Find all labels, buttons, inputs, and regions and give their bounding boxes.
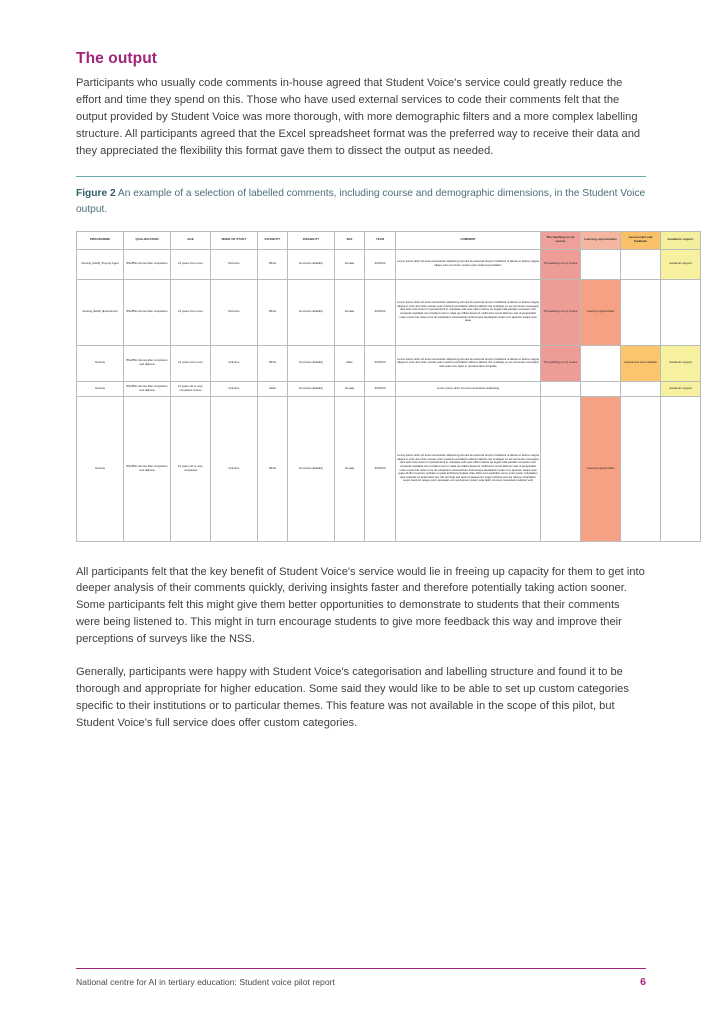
- cell-qualification: BSc/BSc (Hons) after completion: [124, 249, 171, 279]
- cell-mode: Full-time: [211, 396, 258, 541]
- cell-programme: Nursing: [77, 381, 124, 396]
- cell-year: 31/03/23: [365, 249, 396, 279]
- table-row: [77, 396, 701, 541]
- cell-sex: Female: [335, 381, 365, 396]
- table-row: [77, 345, 701, 381]
- col-year: YEAR: [365, 231, 396, 249]
- comments-table: [76, 231, 701, 542]
- cell-mode: Full-time: [211, 345, 258, 381]
- cell-label-assessment: [621, 279, 661, 345]
- cell-mode: Full-time: [211, 381, 258, 396]
- cell-comment: Lorem ipsum dolor sit amet consectetur adipiscing elit sed do eiusmod tempor incididunt ut labore et dolore magna aliqua enim ad minim veniam quis nostrud exercitation: [396, 249, 541, 279]
- col-mode-of-study: MODE OF STUDY: [211, 231, 258, 249]
- cell-mode: Part-time: [211, 249, 258, 279]
- cell-label-assessment: [621, 396, 661, 541]
- cell-label-support: Academic support: [661, 381, 701, 396]
- cell-label-teaching: The teaching on my course: [541, 279, 581, 345]
- figure-label: Figure 2: [76, 187, 116, 199]
- col-assessment: Assessment and feedback: [621, 231, 661, 249]
- cell-year: 31/03/23: [365, 279, 396, 345]
- cell-age: 21 years old or over, completed course: [171, 381, 211, 396]
- paragraph-1: Participants who usually code comments in-house agreed that Student Voice's service could greatly reduce the effort and time they spend on this. Those who have used external services to code their comments felt that the output provided by Student Voice was more thorough, with more demographic filters and a more complex labelling structure. All participants agreed that the Excel spreadsheet format was the preferred way to receive their data and they appreciated the flexibility this format gave them to dissect the output as needed.: [76, 77, 641, 157]
- cell-disability: No known disability: [288, 345, 335, 381]
- cell-ethnicity: White: [258, 249, 288, 279]
- cell-label-teaching: [541, 381, 581, 396]
- cell-label-teaching: [541, 396, 581, 541]
- cell-year: 31/03/23: [365, 381, 396, 396]
- page-number: 6: [640, 976, 646, 988]
- figure-top-rule: [76, 176, 646, 177]
- cell-label-assessment: [621, 249, 661, 279]
- footer-rule: [76, 968, 646, 969]
- cell-comment: Lorem ipsum dolor sit amet consectetur adipiscing elit sed do eiusmod tempor incididunt ut labore et dolore magna aliqua ut enim ad minim veniam quis nostrud exercitation ullamco laboris nisi ut aliquip ex ea commodo consequat duis aute irure dolor in reprehenderit in voluptate velit esse cillum dolore eu fugiat nulla pariatur excepteur sint occaecat cupidatat non proident sunt in culpa qui officia deserunt mollit anim id est laborum sed ut perspiciatis unde omnis iste natus error sit voluptatem accusantium doloremque laudantium totam rem aperiam eaque ipsa quae: [396, 279, 541, 345]
- cell-label-learning: [581, 381, 621, 396]
- cell-label-teaching: The teaching on my course: [541, 345, 581, 381]
- table-row: [77, 279, 701, 345]
- table-row: [77, 249, 701, 279]
- cell-sex: Female: [335, 249, 365, 279]
- col-programme: PROGRAMME: [77, 231, 124, 249]
- cell-ethnicity: Asian: [258, 381, 288, 396]
- cell-ethnicity: White: [258, 279, 288, 345]
- cell-disability: No known disability: [288, 279, 335, 345]
- cell-sex: Male: [335, 345, 365, 381]
- col-sex: SEX: [335, 231, 365, 249]
- cell-label-support: Academic support: [661, 249, 701, 279]
- paragraph-3: Generally, participants were happy with Student Voice's categorisation and labelling structure and found it to be thorough and appropriate for higher education. Some said they would like to be able to set up custom categories specific to their institutions or to particular themes. This feature was not available in the scope of this pilot, but Student Voice's full service does offer custom categories.: [76, 666, 629, 729]
- cell-label-learning: [581, 249, 621, 279]
- page-title: The output: [76, 50, 158, 67]
- cell-qualification: BSc/BSc (Hons) after completion and diploma: [124, 345, 171, 381]
- cell-age: 21 years old or over, completed: [171, 396, 211, 541]
- cell-disability: No known disability: [288, 249, 335, 279]
- col-disability: DISABILITY: [288, 231, 335, 249]
- cell-age: 21 years old or over: [171, 279, 211, 345]
- col-qualification: QUALIFICATION: [124, 231, 171, 249]
- figure-caption: [76, 186, 646, 219]
- cell-qualification: BSc/BSc (Hons) after completion and diploma: [124, 381, 171, 396]
- table-header-row: [77, 231, 701, 249]
- cell-age: 21 years old or over: [171, 249, 211, 279]
- cell-disability: No known disability: [288, 396, 335, 541]
- cell-ethnicity: White: [258, 396, 288, 541]
- cell-programme: Nursing: [77, 345, 124, 381]
- col-teaching: The teaching on my course: [541, 231, 581, 249]
- cell-label-support: [661, 396, 701, 541]
- paragraph-2: All participants felt that the key benefit of Student Voice's service would lie in freeing up capacity for them to get into deeper analysis of their comments quickly, deriving insights faster and therefore potentially taking action sooner. Some participants felt this might give them better opportunities to demonstrate to students that their comments were being listened to. This might in turn encourage students to give more feedback this way and improve their perceptions of surveys like the NSS.: [76, 565, 645, 646]
- cell-mode: Part-time: [211, 279, 258, 345]
- cell-year: 31/03/23: [365, 396, 396, 541]
- cell-comment: Lorem ipsum dolor sit amet consectetur adipiscing elit sed do eiusmod tempor incididunt ut labore et dolore magna aliqua ut enim ad minim veniam quis nostrud exercitation ullamco laboris nisi ut aliquip ex ea commodo consequat duis aute irure dolor in reprehenderit in voluptate velit esse cillum dolore eu fugiat nulla pariatur excepteur sint occaecat cupidatat non proident sunt in culpa qui officia deserunt mollit anim id est laborum sed ut perspiciatis unde omnis iste natus error sit voluptatem accusantium doloremque laudantium totam rem aperiam eaque ipsa quae ab illo inventore veritatis et quasi architecto beatae vitae dicta sunt explicabo nemo enim ipsam voluptatem quia voluptas sit aspernatur aut odit aut fugit sed quia consequuntur magni dolores eos qui ratione voluptatem sequi nesciunt neque porro quisquam est qui dolorem ipsum quia dolor sit amet consectetur adipisci velit: [396, 396, 541, 541]
- cell-label-learning: [581, 345, 621, 381]
- footer-row: [76, 976, 646, 988]
- cell-ethnicity: White: [258, 345, 288, 381]
- spreadsheet-figure: [76, 231, 694, 542]
- cell-qualification: BSc/BSc (Hons) after completion and diploma: [124, 396, 171, 541]
- cell-programme: Nursing (Adult) (Experience): [77, 279, 124, 345]
- cell-year: 31/03/23: [365, 345, 396, 381]
- table-row: [77, 381, 701, 396]
- cell-label-assessment: Assessment and feedback: [621, 345, 661, 381]
- cell-comment: Lorem ipsum dolor sit amet consectetur adipiscing: [396, 381, 541, 396]
- cell-comment: Lorem ipsum dolor sit amet consectetur adipiscing elit sed do eiusmod tempor incididunt ut labore et dolore magna aliqua ut enim ad minim veniam quis nostrud exercitation ullamco laboris nisi ut aliquip ex ea commodo consequat duis aute irure dolor in reprehenderit voluptate: [396, 345, 541, 381]
- cell-label-support: [661, 279, 701, 345]
- cell-programme: Nursing: [77, 396, 124, 541]
- cell-age: 21 years old or over: [171, 345, 211, 381]
- footer-title: National centre for AI in tertiary education: Student voice pilot report: [76, 977, 335, 987]
- col-support: Academic support: [661, 231, 701, 249]
- cell-disability: No known disability: [288, 381, 335, 396]
- page-footer: [76, 968, 646, 988]
- cell-label-learning: Learning opportunities: [581, 396, 621, 541]
- page-content: [76, 50, 694, 748]
- cell-sex: Female: [335, 396, 365, 541]
- cell-label-teaching: The teaching on my course: [541, 249, 581, 279]
- col-age: AGE: [171, 231, 211, 249]
- cell-label-learning: Learning opportunities: [581, 279, 621, 345]
- cell-qualification: BSc/BSc (Hons) after completion: [124, 279, 171, 345]
- col-ethnicity: ETHNICITY: [258, 231, 288, 249]
- cell-label-support: Academic support: [661, 345, 701, 381]
- cell-programme: Nursing (Adult) (Top-up) Aged: [77, 249, 124, 279]
- cell-sex: Female: [335, 279, 365, 345]
- col-comment: COMMENT: [396, 231, 541, 249]
- cell-label-assessment: [621, 381, 661, 396]
- col-learning: Learning opportunities: [581, 231, 621, 249]
- figure-caption-text: An example of a selection of labelled comments, including course and demographic dimensions, in the Student Voice output.: [76, 187, 646, 216]
